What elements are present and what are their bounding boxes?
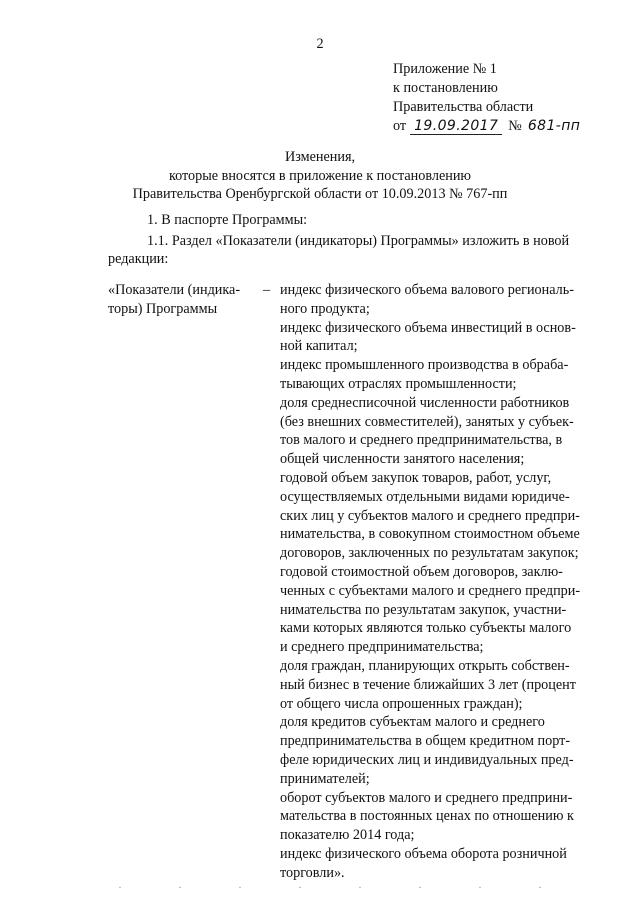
indicators-label-line-1: «Показатели (индика- <box>108 282 241 298</box>
date-prefix: от <box>393 118 407 134</box>
indicator-line: ками которых являются только субъекты малого <box>280 620 572 637</box>
appendix-block <box>393 60 583 136</box>
title-line-3: Правительства Оренбургской области от 10.09.2013 № 767-пп <box>132 186 508 202</box>
appendix-title: Приложение № 1 <box>393 61 497 77</box>
appendix-date-line <box>393 117 583 136</box>
indicator-line: нимательства, в совокупном стоимостном объеме <box>280 526 580 543</box>
indicator-line: предпринимательства в общем кредитном порт- <box>280 733 571 750</box>
indicator-line: индекс физического объема инвестиций в основ- <box>280 319 576 336</box>
indicators-label-line-2: торы) Программы <box>108 300 218 317</box>
appendix-authority: Правительства области <box>393 99 534 115</box>
handwritten-date: 19.09.2017 <box>410 118 502 135</box>
indicator-line: индекс физического объема валового региональ- <box>280 282 574 298</box>
item-1: 1. В паспорте Программы: <box>147 212 308 228</box>
number-sign: № <box>508 118 522 134</box>
indicator-line: индекс промышленного производства в обраба- <box>280 357 569 374</box>
indicator-line: (без внешних совместителей), занятых у субъек- <box>280 413 574 430</box>
indicator-line: ный бизнес в течение ближайших 3 лет (процент <box>280 676 576 693</box>
indicator-line: нимательства по результатам закупок, участни- <box>280 601 567 618</box>
indicator-line: осуществляемых отдельными видами юридиче- <box>280 488 570 505</box>
indicator-line: мательства в постоянных ценах по отношению к <box>280 808 574 825</box>
indicator-line: ной капитал; <box>280 338 358 355</box>
page-number: 2 <box>316 36 324 52</box>
indicator-line: договоров, заключенных по результатам закупок; <box>280 545 579 562</box>
indicator-line: доля среднесписочной численности работников <box>280 394 570 411</box>
indicator-line: ного продукта; <box>280 300 370 317</box>
indicator-line: и среднего предпринимательства; <box>280 639 484 656</box>
document-title <box>0 148 640 204</box>
title-line-2: которые вносятся в приложение к постановлению <box>168 167 472 184</box>
indicator-line: принимателей; <box>280 770 370 787</box>
handwritten-number: 681-пп <box>527 118 581 134</box>
indicator-line: показателю 2014 года; <box>280 827 415 844</box>
indicator-line: доля кредитов субъектам малого и среднего <box>280 714 545 731</box>
indicator-line: годовой стоимостной объем договоров, заклю- <box>280 563 563 580</box>
title-line-1: Изменения, <box>284 149 356 165</box>
indicator-line: оборот субъектов малого и среднего предприни- <box>280 789 573 806</box>
indicators-label <box>108 281 240 319</box>
appendix-reference: к постановлению <box>393 80 498 96</box>
indicator-line: общей численности занятого населения; <box>280 451 525 468</box>
indicator-line: тывающих отраслях промышленности; <box>280 375 517 392</box>
separator-dash: – <box>263 282 271 298</box>
scan-artifact-dots <box>20 886 620 889</box>
indicator-line: годовой объем закупок товаров, работ, услуг, <box>280 469 552 486</box>
indicator-line: индекс физического объема оборота розничной <box>280 845 567 862</box>
indicator-line: торговли». <box>280 864 345 881</box>
indicator-line: ченных с субъектами малого и среднего предпри- <box>280 582 581 599</box>
indicator-line: тов малого и среднего предпринимательства, в <box>280 432 563 449</box>
indicators-list <box>280 281 580 883</box>
indicator-line: ских лиц у субъектов малого и среднего предпри- <box>280 507 580 524</box>
item-1-1-line-2: редакции: <box>108 251 169 267</box>
indicator-line: феле юридических лиц и индивидуальных пред- <box>280 751 574 768</box>
item-1-1-line-1: 1.1. Раздел «Показатели (индикаторы) Программы» изложить в новой <box>147 233 570 249</box>
indicator-line: доля граждан, планирующих открыть собствен- <box>280 657 570 674</box>
indicator-line: от общего числа опрошенных граждан); <box>280 695 523 712</box>
